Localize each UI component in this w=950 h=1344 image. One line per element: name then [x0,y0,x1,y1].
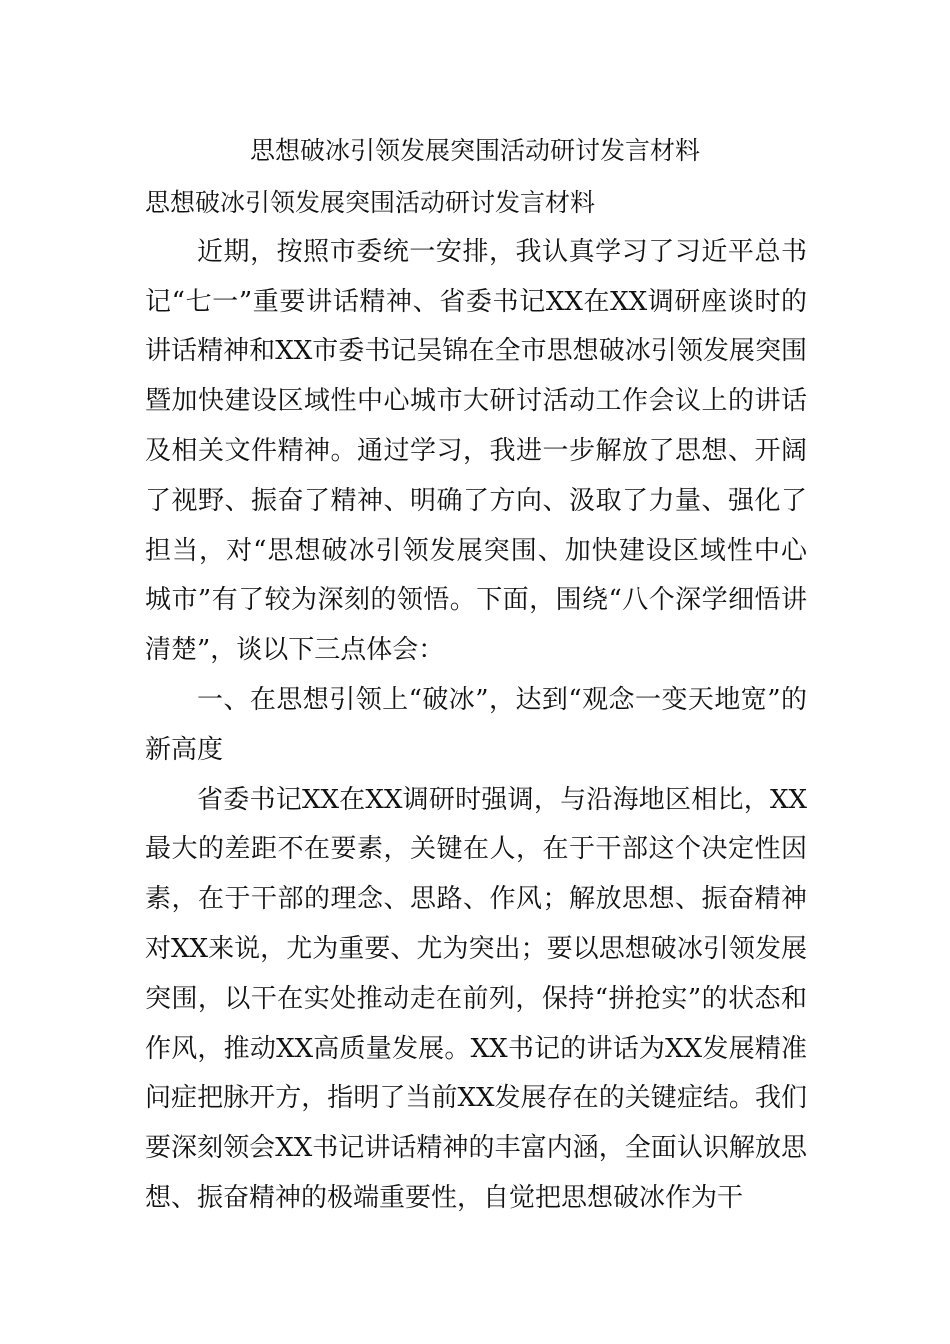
section-heading-1: 一、在思想引领上“破冰”，达到“观念一变天地宽”的新高度 [145,684,807,765]
document-subtitle: 思想破冰引领发展突围活动研讨发言材料 [145,188,596,217]
paragraph-intro: 近期，按照市委统一安排，我认真学习了习近平总书记“七一”重要讲话精神、省委书记XX在XX调研座谈时的讲话精神和XX市委书记吴锦在全市思想破冰引领发展突围暨加快建设区域性中心城市大研讨活动工作会议上的讲话及相关文件精神。通过学习，我进一步解放了思想、开阔了视野、振奋了精神、明确了方向、汲取了力量、强化了担当，对“思想破冰引领发展突围、加快建设区域性中心城市”有了较为深刻的领悟。下面，围绕“八个深学细悟讲清楚”，谈以下三点体会： [145,236,807,666]
paragraph-section-1: 省委书记XX在XX调研时强调，与沿海地区相比，XX最大的差距不在要素，关键在人，在于干部这个决定性因素，在于干部的理念、思路、作风；解放思想、振奋精神对XX来说，尤为重要、尤为突出；要以思想破冰引领发展突围，以干在实处推动走在前列，保持“拼抢实”的状态和作风，推动XX高质量发展。XX书记的讲话为XX发展精准问症把脉开方，指明了当前XX发展存在的关键症结。我们要深刻领会XX书记讲话精神的丰富内涵，全面认识解放思想、振奋精神的极端重要性，自觉把思想破冰作为干 [145,784,807,1213]
document-title: 思想破冰引领发展突围活动研讨发言材料 [249,136,700,165]
document-body [145,178,807,1224]
